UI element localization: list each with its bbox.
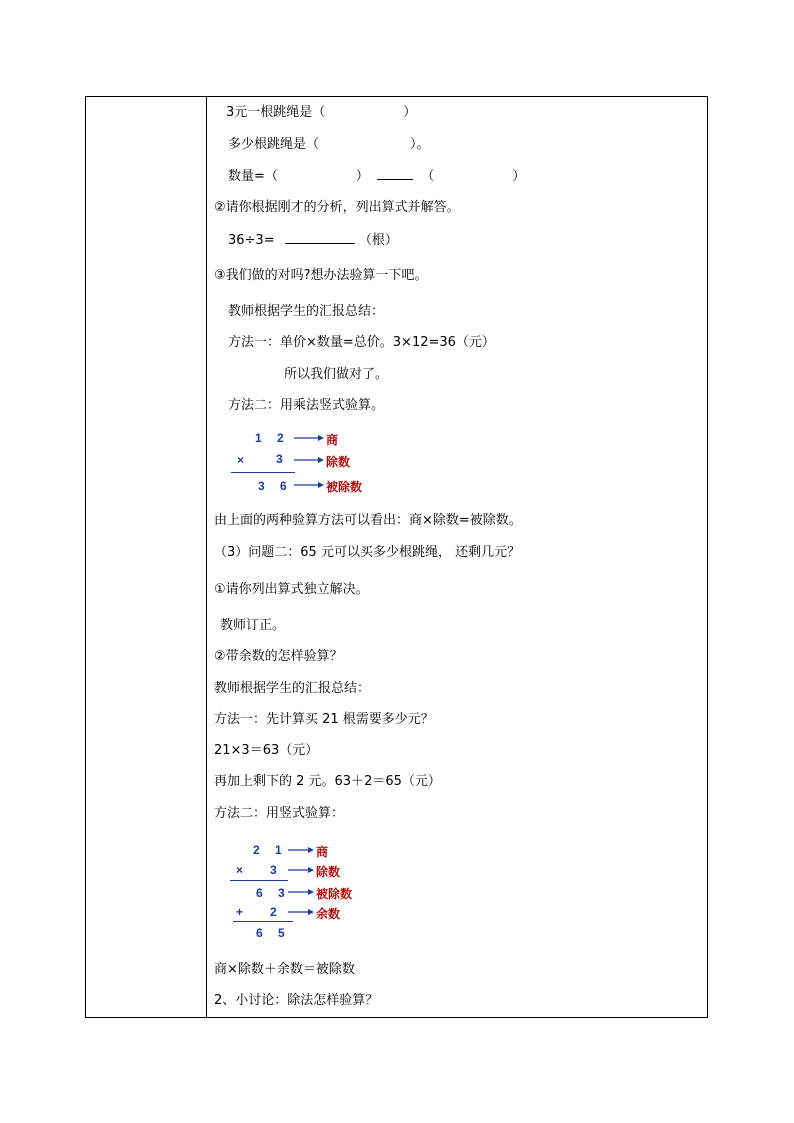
calc2-plus-sign: + (236, 905, 244, 919)
column-divider (206, 96, 207, 1018)
line-teacher-summary-1: 教师根据学生的汇报总结： (228, 304, 385, 319)
line-teacher-correction: 教师订正。 (220, 618, 286, 633)
calc1-label-dividend: 被除数 (326, 480, 363, 494)
calc1-dividend: 3 6 (258, 479, 293, 493)
line-how-many: 多少根跳绳是（ ）。 (228, 137, 430, 152)
calc2-label-product: 被除数 (316, 887, 353, 901)
calc2-arrow-2 (288, 864, 314, 876)
calc1-rule (231, 472, 295, 473)
line-instruction-3: ③我们做的对吗?想办法验算一下吧。 (214, 268, 428, 283)
calc1-arrow-2 (294, 454, 324, 466)
answer-blank[interactable] (285, 231, 355, 244)
line-method-two: 方法二：用乘法竖式验算。 (228, 398, 385, 413)
line-teacher-summary-2: 教师根据学生的汇报总结： (214, 681, 371, 696)
line-remainder-question: ②带余数的怎样验算？ (214, 649, 343, 664)
calc2-rule-2 (233, 921, 293, 922)
line-method-one-b: 方法一：先计算买 21 根需要多少元？ (214, 712, 434, 727)
line-question-two: （3）问题二：65 元可以买多少根跳绳， 还剩几元？ (214, 545, 521, 560)
calc1-label-divisor: 除数 (326, 455, 351, 469)
calc2-arrow-4 (288, 906, 314, 918)
operator-blank[interactable] (377, 167, 413, 180)
line-conclusion: 由上面的两种验算方法可以看出：商×除数=被除数。 (214, 513, 522, 528)
calc1-times-sign: × (237, 453, 245, 467)
calc2-rule-1 (230, 880, 288, 881)
line-rule-summary: 商×除数＋余数＝被除数 (214, 962, 355, 977)
line-method-one: 方法一：单价×数量=总价。3×12=36（元） (228, 335, 495, 350)
calc1-arrow-3 (294, 479, 324, 491)
calc2-remainder: 2 (270, 905, 277, 919)
line-method-two-b: 方法二：用竖式验算： (214, 806, 345, 821)
line-price-each: 3元一根跳绳是（ ） (226, 105, 417, 120)
calc2-product: 6 3 (256, 886, 291, 900)
line-discussion: 2、小讨论：除法怎样验算？ (214, 993, 379, 1008)
line-multiplication: 21×3＝63（元） (214, 743, 319, 758)
calc2-times-sign: × (236, 863, 244, 877)
line-quantity-formula (228, 167, 525, 185)
calc2-quotient: 2 1 (253, 843, 288, 857)
calc2-arrow-3 (288, 886, 314, 898)
division-expression: 36÷3= (228, 233, 275, 248)
line-instruction-1: ①请你列出算式独立解决。 (214, 582, 369, 597)
calc2-label-divisor: 除数 (316, 865, 341, 879)
calc2-label-remainder: 余数 (316, 907, 341, 921)
line-correct-conclusion: 所以我们做对了。 (284, 367, 389, 382)
quantity-formula-right: （ ） (421, 169, 526, 184)
calc1-label-quotient: 商 (326, 433, 339, 447)
calc2-dividend: 6 5 (256, 926, 291, 940)
line-division-equation (228, 231, 398, 249)
calc1-divisor: 3 (276, 452, 283, 466)
line-add-remainder: 再加上剩下的 2 元。63＋2＝65（元） (214, 774, 441, 789)
calc2-arrow-1 (288, 844, 314, 856)
line-instruction-2: ②请你根据刚才的分析，列出算式并解答。 (214, 200, 460, 215)
division-unit: （根） (358, 233, 398, 248)
quantity-formula-left: 数量=（ ） (228, 169, 369, 184)
calc2-divisor: 3 (270, 863, 277, 877)
calc1-quotient: 1 2 (255, 431, 290, 445)
calc1-arrow-1 (294, 432, 324, 444)
calc2-label-quotient: 商 (316, 845, 329, 859)
